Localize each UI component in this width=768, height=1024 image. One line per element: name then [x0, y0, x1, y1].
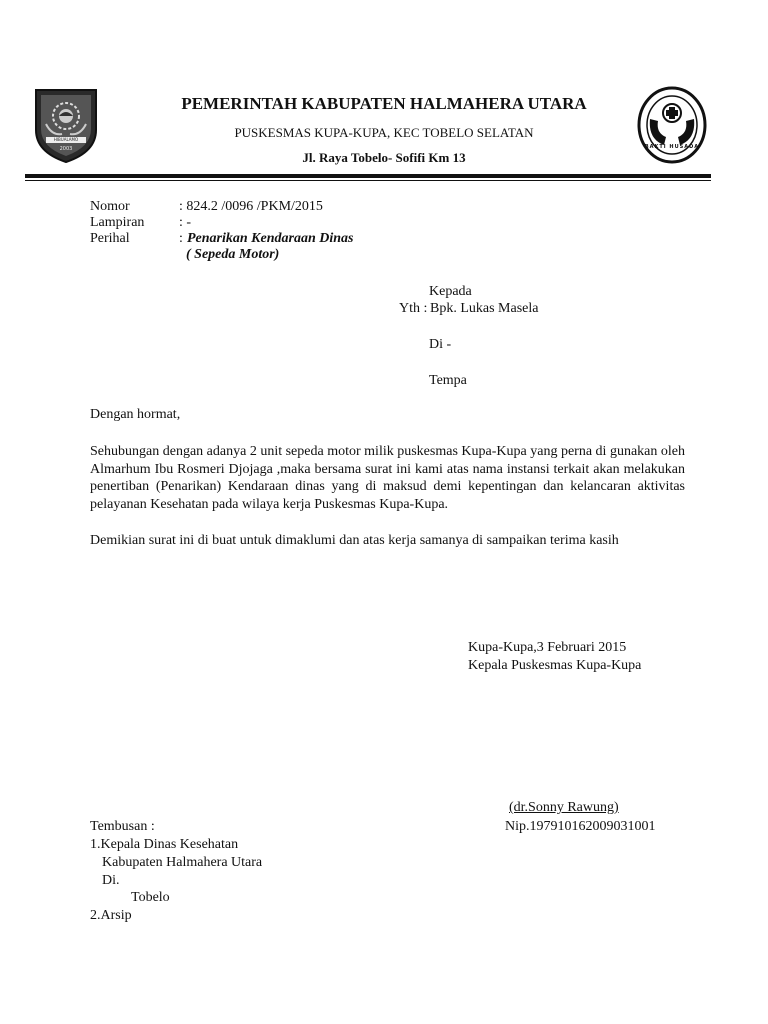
cc-item-1: 1.Kepala Dinas Kesehatan — [90, 837, 239, 852]
office-title: PUSKESMAS KUPA-KUPA, KEC TOBELO SELATAN — [234, 125, 534, 140]
cc-item-1-line-3: Di. — [102, 873, 120, 888]
signature-place-date: Kupa-Kupa,3 Februari 2015 — [468, 640, 627, 655]
recipient-place: Tempa — [429, 373, 467, 388]
number-value: : 824.2 /0096 /PKM/2015 — [179, 199, 323, 214]
right-logo-ring-text: BAKTI HUSADA — [644, 144, 700, 150]
government-title: PEMERINTAH KABUPATEN HALMAHERA UTARA — [181, 94, 587, 113]
body-paragraph: Sehubungan dengan adanya 2 unit sepeda motor milik puskesmas Kupa-Kupa yang perna di gunakan oleh Almarhum Ibu Rosmeri Djojaga ,maka bersama surat ini kami atas nama instansi terkait akan melakukan penertiban (Penarikan) Kendaraan dinas yang di maksud demi kepentingan dan kelancaran aktivitas pelayanan Kesehatan pada wilaya kerja Puskesmas Kupa-Kupa. — [90, 444, 685, 512]
subject-line-2: ( Sepeda Motor) — [186, 247, 280, 262]
subject-colon: : — [179, 231, 183, 246]
attachment-label: Lampiran — [90, 215, 145, 230]
signature-position: Kepala Puskesmas Kupa-Kupa — [468, 658, 642, 673]
recipient-di: Di - — [429, 337, 452, 352]
salutation: Dengan hormat, — [90, 407, 181, 422]
cc-item-1-line-4: Tobelo — [131, 890, 170, 905]
header-rule-thick — [25, 174, 711, 178]
cc-item-2: 2.Arsip — [90, 908, 132, 923]
attachment-value: : - — [179, 215, 192, 230]
subject-line-1: Penarikan Kendaraan Dinas — [187, 231, 354, 246]
signature-name: (dr.Sonny Rawung) — [509, 800, 619, 815]
left-logo-year: 2003 — [59, 146, 73, 152]
subject-label: Perihal — [90, 231, 130, 246]
number-label: Nomor — [90, 199, 130, 214]
left-logo-banner: HIBUALAMO — [53, 137, 79, 142]
recipient-name: Bpk. Lukas Masela — [430, 301, 539, 316]
recipient-to-label: Kepada — [429, 284, 472, 299]
header-rule-thin — [25, 180, 711, 181]
cc-item-1-line-2: Kabupaten Halmahera Utara — [102, 855, 263, 870]
closing-sentence: Demikian surat ini di buat untuk dimaklumi dan atas kerja samanya di sampaikan terima kasih — [90, 533, 619, 548]
signature-nip: Nip.197910162009031001 — [505, 819, 656, 834]
recipient-yth-label: Yth : — [399, 301, 428, 316]
office-address: Jl. Raya Tobelo- Sofifi Km 13 — [302, 150, 466, 165]
cc-label: Tembusan : — [90, 819, 155, 834]
